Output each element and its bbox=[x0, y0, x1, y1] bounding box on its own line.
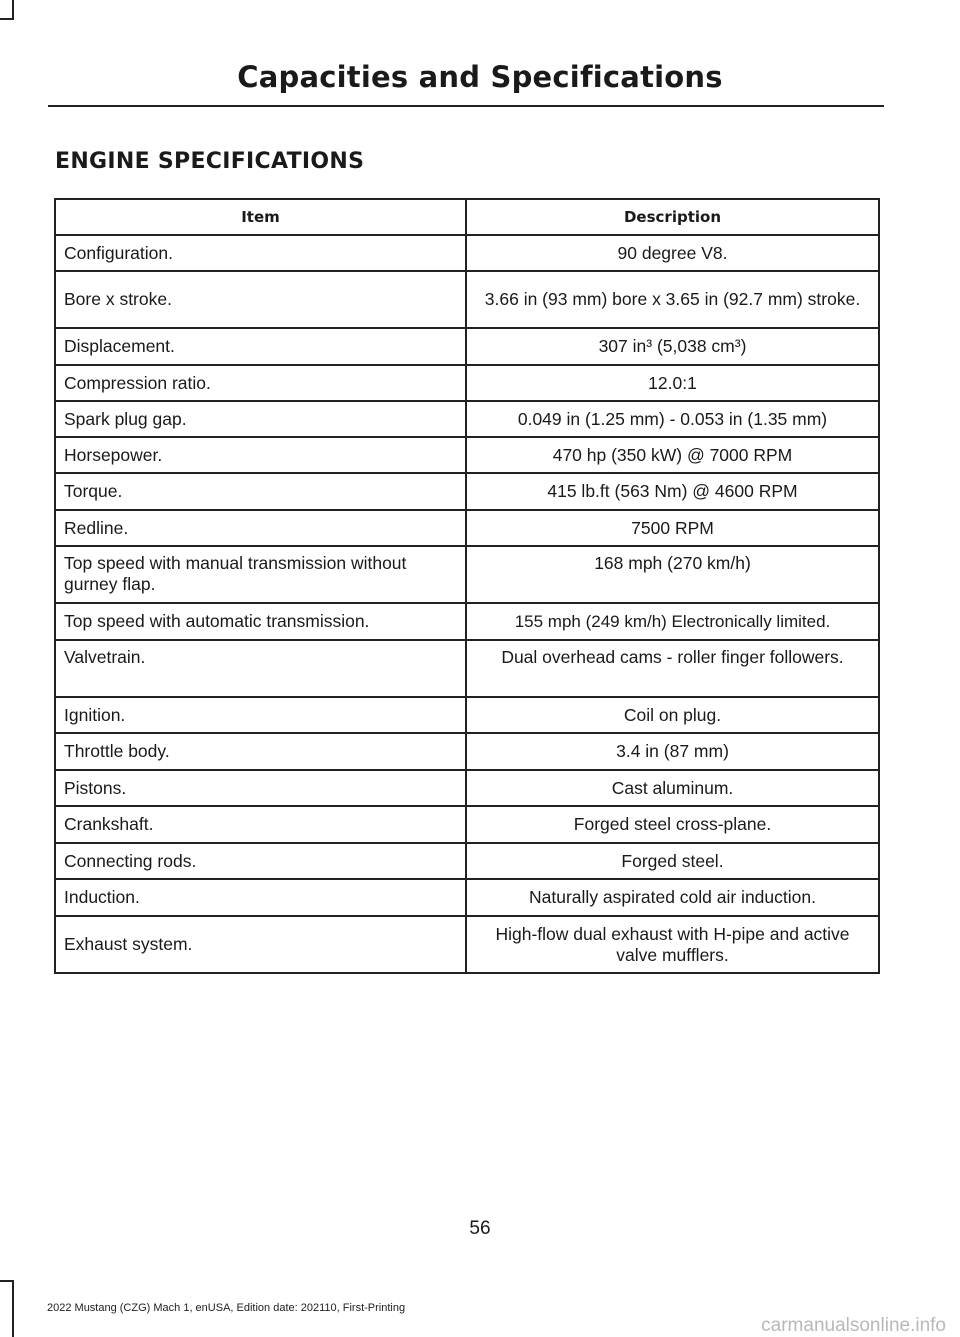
description-text: 0.049 in (1.25 mm) - 0.053 in (1.35 mm) bbox=[517, 408, 828, 429]
item-cell bbox=[55, 510, 466, 546]
description-cell bbox=[466, 916, 879, 973]
page-header-title: Capacities and Specifications bbox=[237, 60, 723, 94]
table-row bbox=[55, 916, 879, 973]
item-text: Valvetrain. bbox=[64, 647, 146, 667]
description-text: 155 mph (249 km/h) Electronically limited. bbox=[514, 612, 831, 631]
description-cell bbox=[466, 843, 879, 879]
table-row bbox=[55, 733, 879, 770]
description-text: 470 hp (350 kW) @ 7000 RPM bbox=[552, 444, 793, 465]
description-cell bbox=[466, 733, 879, 770]
item-cell bbox=[55, 473, 466, 510]
item-cell bbox=[55, 546, 466, 603]
table-row bbox=[55, 879, 879, 916]
crop-mark bbox=[12, 1280, 14, 1337]
header-divider bbox=[48, 105, 884, 107]
description-text: 168 mph (270 km/h) bbox=[594, 553, 751, 573]
description-cell bbox=[466, 510, 879, 546]
description-text: 12.0:1 bbox=[648, 372, 697, 393]
item-cell bbox=[55, 916, 466, 973]
table-row bbox=[55, 365, 879, 401]
watermark-text: carmanualsonline.info bbox=[761, 1315, 946, 1336]
item-text: Throttle body. bbox=[64, 741, 170, 761]
item-text: Crankshaft. bbox=[64, 814, 154, 834]
description-cell bbox=[466, 879, 879, 916]
item-text: Exhaust system. bbox=[64, 934, 193, 954]
item-text: Redline. bbox=[64, 517, 129, 538]
item-text: Top speed with automatic transmission. bbox=[64, 611, 370, 631]
table-row bbox=[55, 437, 879, 473]
table-row bbox=[55, 603, 879, 640]
table-row bbox=[55, 235, 879, 271]
description-cell bbox=[466, 271, 879, 328]
table-row bbox=[55, 510, 879, 546]
description-cell bbox=[466, 235, 879, 271]
item-cell bbox=[55, 843, 466, 879]
item-cell bbox=[55, 640, 466, 697]
table-row bbox=[55, 640, 879, 697]
description-text: Naturally aspirated cold air induction. bbox=[529, 887, 816, 907]
description-cell bbox=[466, 697, 879, 733]
table-row bbox=[55, 401, 879, 437]
description-cell bbox=[466, 546, 879, 603]
item-cell bbox=[55, 770, 466, 806]
description-cell bbox=[466, 603, 879, 640]
item-text: Induction. bbox=[64, 887, 140, 907]
table-row bbox=[55, 328, 879, 365]
item-cell bbox=[55, 401, 466, 437]
crop-mark bbox=[0, 18, 14, 20]
item-cell bbox=[55, 603, 466, 640]
description-cell bbox=[466, 401, 879, 437]
item-text: Configuration. bbox=[64, 242, 173, 263]
item-text: Bore x stroke. bbox=[64, 289, 172, 309]
table-row bbox=[55, 271, 879, 328]
table-header-row bbox=[55, 199, 879, 235]
description-text: High-flow dual exhaust with H-pipe and active valve mufflers. bbox=[495, 923, 850, 965]
item-cell bbox=[55, 806, 466, 843]
table-row bbox=[55, 473, 879, 510]
item-text: Connecting rods. bbox=[64, 850, 197, 871]
item-cell bbox=[55, 328, 466, 365]
item-text: Compression ratio. bbox=[64, 372, 211, 393]
item-cell bbox=[55, 271, 466, 328]
description-cell bbox=[466, 437, 879, 473]
description-text: Dual overhead cams - roller finger followers. bbox=[501, 647, 844, 667]
description-text: Cast aluminum. bbox=[611, 777, 734, 798]
item-text: Top speed with manual transmission without gurney flap. bbox=[64, 553, 407, 594]
description-text: 307 in³ (5,038 cm³) bbox=[598, 336, 747, 356]
column-header-description: Description bbox=[466, 199, 879, 235]
item-text: Ignition. bbox=[64, 704, 126, 725]
item-cell bbox=[55, 437, 466, 473]
item-cell bbox=[55, 879, 466, 916]
page-number: 56 bbox=[469, 1218, 491, 1239]
table-row bbox=[55, 806, 879, 843]
section-title: ENGINE SPECIFICATIONS bbox=[55, 149, 365, 174]
description-cell bbox=[466, 365, 879, 401]
table-row bbox=[55, 770, 879, 806]
description-text: Coil on plug. bbox=[623, 704, 722, 725]
description-text: 3.66 in (93 mm) bore x 3.65 in (92.7 mm) stroke. bbox=[484, 289, 861, 309]
item-text: Spark plug gap. bbox=[64, 408, 187, 429]
item-cell bbox=[55, 697, 466, 733]
item-text: Horsepower. bbox=[64, 444, 163, 465]
description-text: 415 lb.ft (563 Nm) @ 4600 RPM bbox=[547, 481, 798, 501]
item-text: Pistons. bbox=[64, 777, 127, 798]
crop-mark bbox=[0, 1280, 14, 1282]
column-header-item: Item bbox=[55, 199, 466, 235]
description-text: Forged steel cross-plane. bbox=[573, 814, 772, 834]
description-cell bbox=[466, 770, 879, 806]
footer-edition-text: 2022 Mustang (CZG) Mach 1, enUSA, Edition date: 202110, First-Printing bbox=[47, 1302, 406, 1314]
crop-mark bbox=[12, 0, 14, 20]
description-text: 3.4 in (87 mm) bbox=[616, 741, 729, 761]
item-cell bbox=[55, 365, 466, 401]
item-text: Torque. bbox=[64, 481, 123, 501]
description-cell bbox=[466, 806, 879, 843]
table-row bbox=[55, 697, 879, 733]
description-cell bbox=[466, 328, 879, 365]
table-row bbox=[55, 546, 879, 603]
item-cell bbox=[55, 235, 466, 271]
description-cell bbox=[466, 473, 879, 510]
table-row bbox=[55, 843, 879, 879]
description-cell bbox=[466, 640, 879, 697]
description-text: Forged steel. bbox=[621, 850, 724, 871]
description-text: 7500 RPM bbox=[631, 517, 714, 538]
item-cell bbox=[55, 733, 466, 770]
description-text: 90 degree V8. bbox=[617, 242, 728, 263]
item-text: Displacement. bbox=[64, 336, 175, 356]
engine-spec-table bbox=[54, 198, 880, 974]
